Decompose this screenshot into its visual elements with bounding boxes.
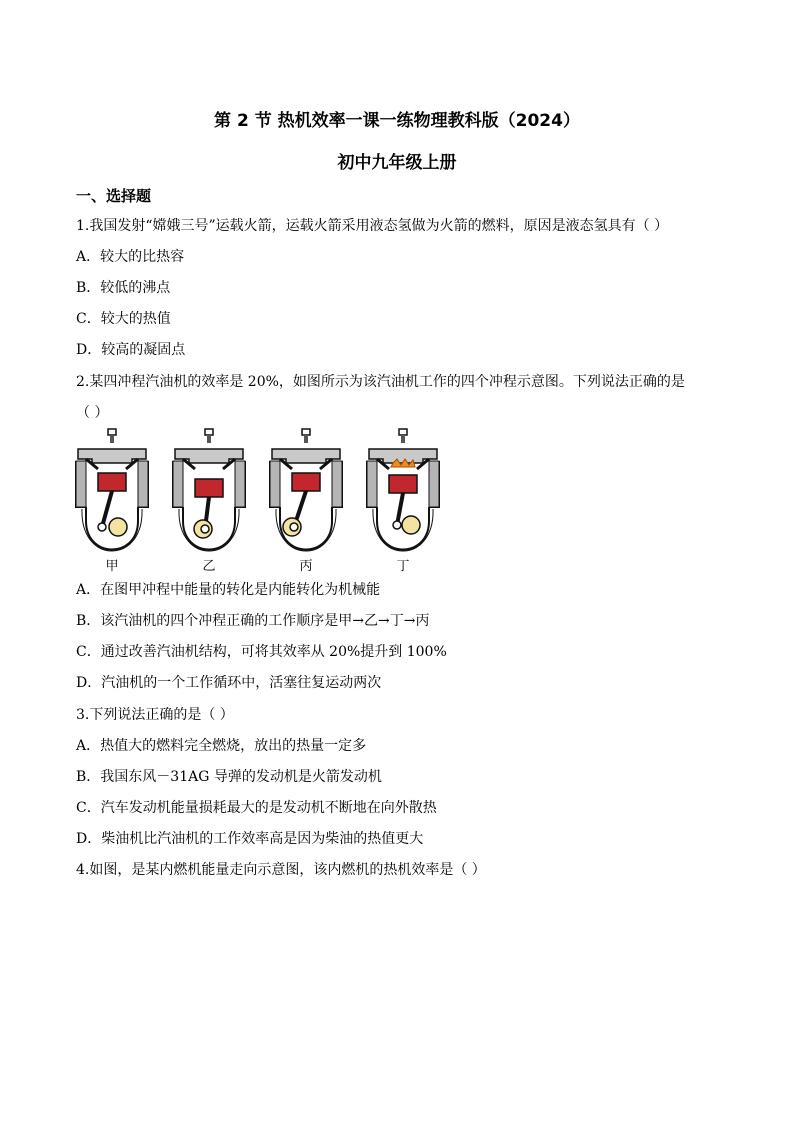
question-3-option-c: C．汽车发动机能量损耗最大的是发动机不断地在向外散热: [76, 800, 437, 816]
document-title: 第 2 节 热机效率一课一练物理教科版（2024）: [214, 111, 580, 131]
question-2-stem: 2.某四冲程汽油机的效率是 20%，如图所示为该汽油机工作的四个冲程示意图。下列说法正确的是: [76, 374, 685, 390]
question-3-option-d: D．柴油机比汽油机的工作效率高是因为柴油的热值更大: [76, 831, 424, 847]
question-2-stem-cont: （ ）: [76, 405, 109, 421]
question-1-option-c: C．较大的热值: [76, 311, 171, 327]
engine-strokes-figure: [70, 425, 450, 575]
engine-strokes-svg: [70, 425, 450, 575]
question-2-option-a: A．在图甲冲程中能量的转化是内能转化为机械能: [76, 582, 381, 598]
question-4-stem: 4.如图，是某内燃机能量走向示意图，该内燃机的热机效率是（ ）: [76, 862, 486, 878]
document-subtitle: 初中九年级上册: [337, 153, 457, 173]
question-2-option-d: D．汽油机的一个工作循环中，活塞往复运动两次: [76, 675, 382, 691]
question-2-option-b: B．该汽油机的四个冲程正确的工作顺序是甲→乙→丁→丙: [76, 613, 430, 629]
figure-label-jia: 甲: [105, 559, 119, 574]
question-1-option-b: B．较低的沸点: [76, 280, 171, 296]
question-1-stem: 1.我国发射“嫦娥三号”运载火箭，运载火箭采用液态氢做为火箭的燃料，原因是液态氢具有（ ）: [76, 218, 669, 234]
question-3-stem: 3.下列说法正确的是（ ）: [76, 707, 234, 723]
question-3-option-a: A．热值大的燃料完全燃烧，放出的热量一定多: [76, 738, 367, 754]
section-heading: 一、选择题: [76, 187, 152, 205]
question-1-option-d: D．较高的凝固点: [76, 342, 186, 358]
question-3-option-b: B．我国东风－31AG 导弹的发动机是火箭发动机: [76, 769, 382, 785]
figure-label-bing: 丙: [299, 559, 313, 574]
question-2-option-c: C．通过改善汽油机结构，可将其效率从 20%提升到 100%: [76, 644, 447, 660]
figure-label-yi: 乙: [202, 559, 216, 574]
figure-label-ding: 丁: [396, 559, 410, 574]
question-1-option-a: A．较大的比热容: [76, 249, 185, 265]
